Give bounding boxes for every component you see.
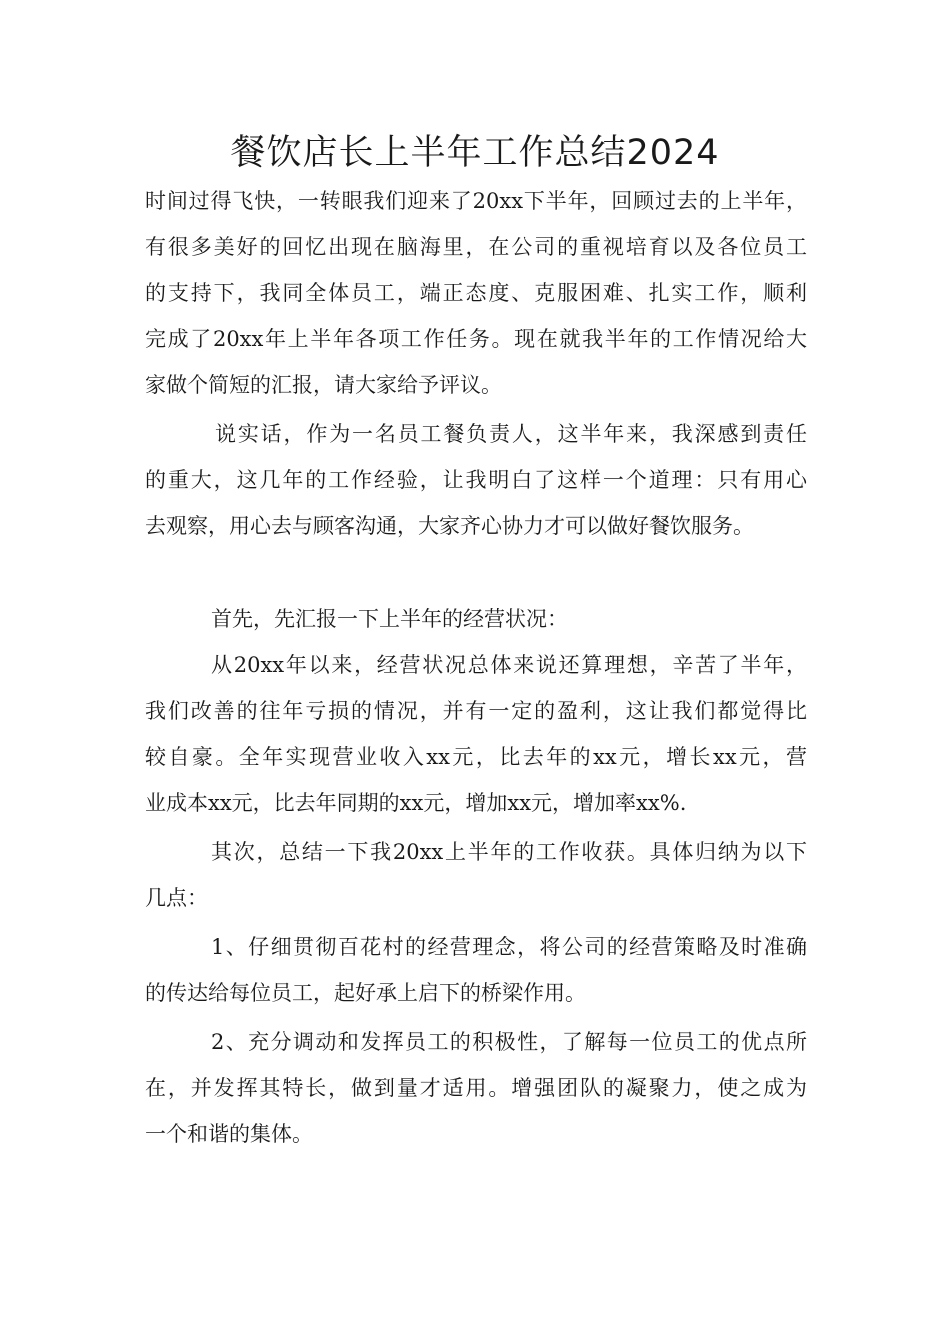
paragraph-line: 一个和谐的集体。 <box>145 1122 313 1146</box>
paragraph-line: 的传达给每位员工，起好承上启下的桥梁作用。 <box>145 981 586 1005</box>
paragraph-7 <box>145 1019 807 1157</box>
document-body <box>145 178 807 1157</box>
paragraph-line: 几点： <box>145 886 208 910</box>
paragraph-line: 1、仔细贯彻百花村的经营理念，将公司的经营策略及时准确 <box>211 935 807 959</box>
paragraph-line: 较自豪。全年实现营业收入xx元，比去年的xx元，增长xx元，营 <box>145 745 807 769</box>
paragraph-2 <box>145 411 807 549</box>
paragraph-line: 从20xx年以来，经营状况总体来说还算理想，辛苦了半年， <box>211 653 807 677</box>
paragraph-line: 业成本xx元，比去年同期的xx元，增加xx元，增加率xx%. <box>145 791 687 815</box>
paragraph-line: 的支持下，我同全体员工，端正态度、克服困难、扎实工作，顺利 <box>145 281 807 305</box>
paragraph-3 <box>145 596 807 642</box>
paragraph-line: 有很多美好的回忆出现在脑海里，在公司的重视培育以及各位员工 <box>145 235 807 259</box>
document-title: 餐饮店长上半年工作总结2024 <box>230 133 720 173</box>
paragraph-line: 去观察，用心去与顾客沟通，大家齐心协力才可以做好餐饮服务。 <box>145 514 754 538</box>
paragraph-1 <box>145 178 807 408</box>
paragraph-4 <box>145 642 807 826</box>
paragraph-line: 我们改善的往年亏损的情况，并有一定的盈利，这让我们都觉得比 <box>145 699 807 723</box>
paragraph-line: 完成了20xx年上半年各项工作任务。现在就我半年的工作情况给大 <box>145 327 807 351</box>
paragraph-6 <box>145 924 807 1016</box>
paragraph-line: 家做个简短的汇报，请大家给予评议。 <box>145 373 502 397</box>
paragraph-line: 的重大，这几年的工作经验，让我明白了这样一个道理：只有用心 <box>145 468 807 492</box>
paragraph-line: 2、充分调动和发挥员工的积极性，了解每一位员工的优点所 <box>211 1030 807 1054</box>
paragraph-line: 其次，总结一下我20xx上半年的工作收获。具体归纳为以下 <box>211 840 807 864</box>
paragraph-line: 在，并发挥其特长，做到量才适用。增强团队的凝聚力，使之成为 <box>145 1076 807 1100</box>
paragraph-line: 时间过得飞快，一转眼我们迎来了20xx下半年，回顾过去的上半年， <box>145 189 807 213</box>
paragraph-5 <box>145 829 807 921</box>
paragraph-line: 说实话，作为一名员工餐负责人，这半年来，我深感到责任 <box>215 422 807 446</box>
paragraph-line: 首先，先汇报一下上半年的经营状况： <box>211 607 568 631</box>
